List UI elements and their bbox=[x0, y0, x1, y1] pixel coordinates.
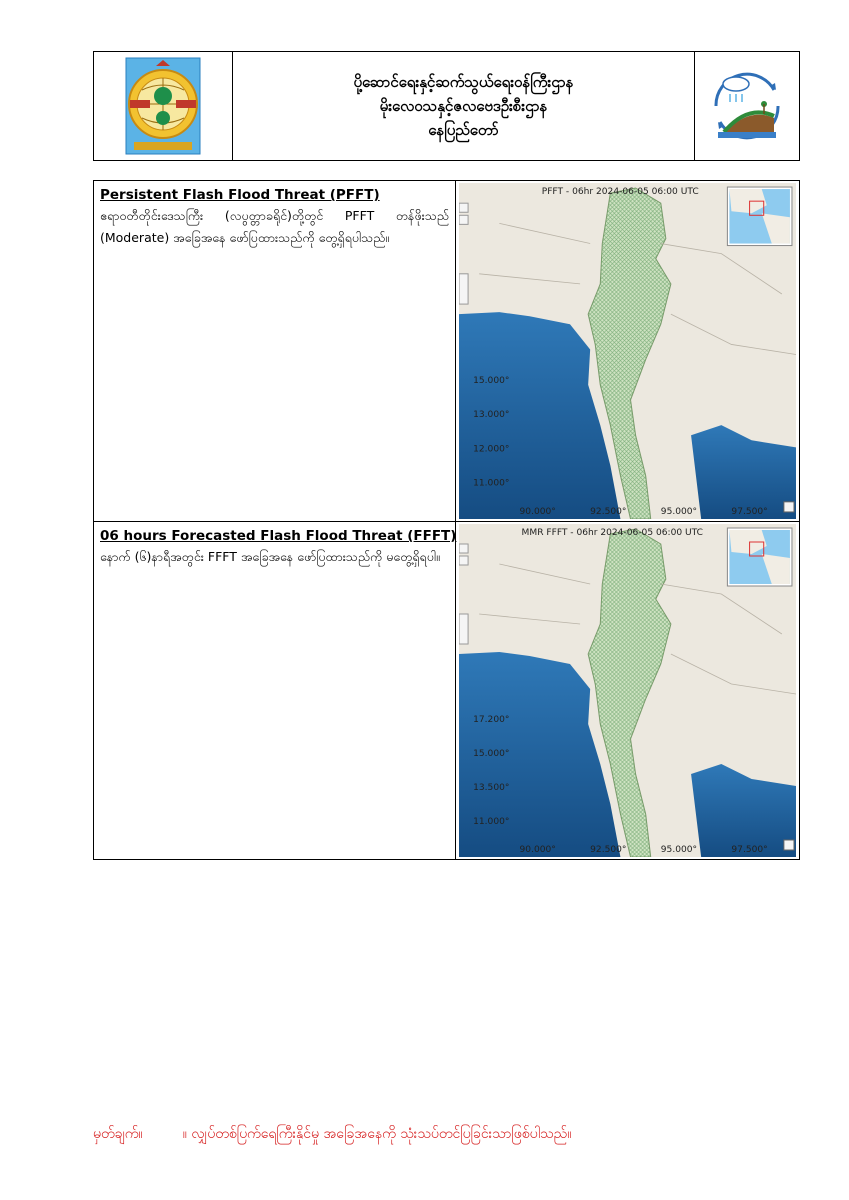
ffft-lon-label: 92.500° bbox=[590, 845, 627, 855]
ffft-lon-label: 95.000° bbox=[660, 845, 698, 855]
pfft-lat-label: 15.000° bbox=[473, 375, 510, 386]
footer-note bbox=[93, 1124, 793, 1145]
ffft-map-cell bbox=[456, 522, 799, 859]
ffft-row bbox=[94, 522, 799, 859]
ministry-emblem-icon bbox=[124, 56, 202, 156]
ffft-lon-label: 90.000° bbox=[519, 845, 556, 855]
ffft-lat-label: 15.000° bbox=[473, 749, 510, 759]
ffft-title: 06 hours Forecasted Flash Flood Threat (FFFT) bbox=[100, 528, 457, 544]
ffft-lon-label: 97.500° bbox=[731, 845, 768, 855]
content-table bbox=[93, 180, 800, 860]
pfft-map bbox=[459, 183, 796, 519]
pfft-lat-label: 11.000° bbox=[473, 478, 510, 489]
pfft-title: Persistent Flash Flood Threat (PFFT) bbox=[100, 187, 380, 203]
header-department-line: မိုးလေဝသနှင့်ဇလဗေဒဦးစီးဌာန bbox=[379, 97, 548, 115]
pfft-description: ဧရာဝတီတိုင်းဒေသကြီး (လပွတ္တာခရိုင်)တို့တွင် PFFT တန်ဖိုးသည် (Moderate) အခြေအနေ ဖော်ပြထားသည်ကို တွေ့ရှိရပါသည်။ bbox=[100, 208, 449, 245]
ffft-map bbox=[459, 524, 796, 857]
header-left-cell bbox=[94, 52, 233, 160]
pfft-text-cell bbox=[94, 181, 456, 521]
pfft-lon-label: 95.000° bbox=[660, 506, 698, 517]
pfft-map-title: PFFT - 06hr 2024-06-05 06:00 UTC bbox=[541, 187, 699, 198]
ffft-map-title: MMR FFFT - 06hr 2024-06-05 06:00 UTC bbox=[521, 528, 704, 538]
header-right-cell bbox=[695, 52, 799, 160]
footer-label: မှတ်ချက်။ bbox=[93, 1126, 143, 1142]
hydrological-cycle-icon bbox=[704, 62, 790, 150]
ffft-text-cell bbox=[94, 522, 456, 859]
pfft-lat-label: 12.000° bbox=[473, 444, 510, 455]
header-table bbox=[93, 51, 800, 161]
ffft-description: နောက် (၆)နာရီအတွင်း FFFT အခြေအနေ ဖော်ပြထားသည်ကို မတွေ့ရှိရပါ။ bbox=[100, 549, 440, 564]
header-ministry-line: ပို့ဆောင်ရေးနှင့်ဆက်သွယ်ရေးဝန်ကြီးဌာန bbox=[353, 73, 574, 91]
pfft-lon-label: 92.500° bbox=[590, 506, 627, 517]
pfft-lon-label: 90.000° bbox=[519, 506, 556, 517]
header-title-cell bbox=[233, 52, 695, 160]
pfft-lat-label: 13.000° bbox=[473, 410, 510, 421]
ffft-lat-label: 13.500° bbox=[473, 783, 510, 793]
footer-text: ။ လျှပ်တစ်ပြက်ရေကြီးနိုင်မှု အခြေအနေကို သုံးသပ်တင်ပြခြင်းသာဖြစ်ပါသည်။ bbox=[182, 1126, 572, 1142]
ffft-lat-label: 11.000° bbox=[473, 817, 510, 827]
pfft-lon-label: 97.500° bbox=[731, 506, 768, 517]
pfft-map-cell bbox=[456, 181, 799, 521]
header-city-line: နေပြည်တော် bbox=[428, 121, 499, 139]
ffft-lat-label: 17.200° bbox=[473, 715, 510, 725]
pfft-row bbox=[94, 181, 799, 522]
